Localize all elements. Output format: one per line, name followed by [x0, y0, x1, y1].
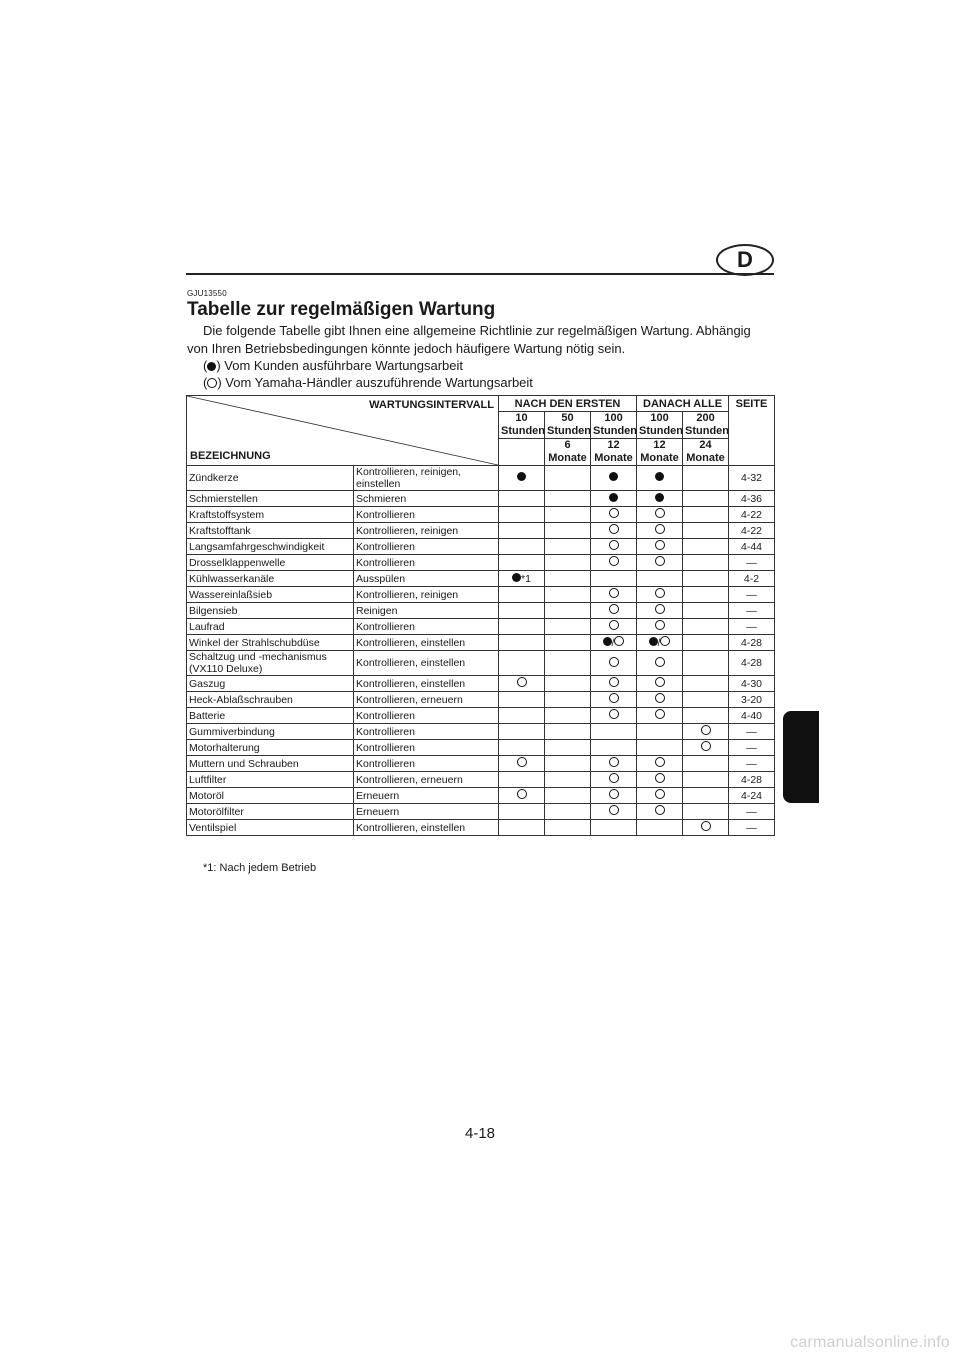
interval-mark — [637, 603, 683, 619]
interval-mark — [545, 756, 591, 772]
interval-mark — [591, 740, 637, 756]
item-action: Kontrollieren, reinigen — [354, 523, 499, 539]
chapter-tab — [783, 711, 819, 803]
interval-mark — [545, 788, 591, 804]
interval-mark — [683, 571, 729, 587]
interval-mark — [637, 772, 683, 788]
interval-mark — [637, 507, 683, 523]
interval-mark — [499, 539, 545, 555]
item-action: Kontrollieren — [354, 539, 499, 555]
item-page: — — [729, 587, 775, 603]
interval-mark — [499, 692, 545, 708]
open-ring-icon — [609, 540, 619, 550]
interval-mark — [637, 708, 683, 724]
interval-mark — [499, 820, 545, 836]
interval-mark — [499, 804, 545, 820]
item-name: Drosselklappenwelle — [187, 555, 354, 571]
interval-mark — [591, 756, 637, 772]
item-action: Ausspülen — [354, 571, 499, 587]
open-ring-icon — [614, 636, 624, 646]
table-row — [187, 635, 775, 651]
interval-mark — [591, 651, 637, 676]
item-name: Kraftstofftank — [187, 523, 354, 539]
open-ring-icon — [655, 677, 665, 687]
open-ring-icon — [609, 588, 619, 598]
intro-paragraph: Die folgende Tabelle gibt Ihnen eine allgemeine Richtlinie zur regelmäßigen Wartung. Abhängig von Ihren Betriebsbedingungen könnte jedoch häufigere Wartung nötig sein. — [187, 323, 751, 356]
months-unit: Monate — [594, 452, 633, 464]
open-ring-icon — [655, 556, 665, 566]
item-action: Kontrollieren, einstellen — [354, 651, 499, 676]
table-row — [187, 539, 775, 555]
hours-value: 100 — [604, 412, 623, 424]
interval-mark — [499, 635, 545, 651]
interval-mark — [683, 651, 729, 676]
hours-unit: Stunden — [685, 425, 730, 437]
interval-mark — [499, 587, 545, 603]
interval-mark — [545, 466, 591, 491]
item-name: Winkel der Strahlschubdüse — [187, 635, 354, 651]
interval-mark — [499, 651, 545, 676]
item-name: Schmierstellen — [187, 491, 354, 507]
months-unit: Monate — [686, 452, 725, 464]
group-then-header: DANACH ALLE — [637, 396, 729, 412]
interval-mark — [591, 692, 637, 708]
interval-mark — [637, 788, 683, 804]
table-row — [187, 692, 775, 708]
filled-dot-icon — [512, 573, 521, 582]
interval-mark — [545, 651, 591, 676]
interval-mark — [499, 523, 545, 539]
table-row — [187, 619, 775, 635]
interval-mark — [683, 692, 729, 708]
months-header-cell — [591, 439, 637, 466]
item-page: 3-20 — [729, 692, 775, 708]
interval-mark — [683, 676, 729, 692]
months-header-cell — [545, 439, 591, 466]
interval-mark — [545, 724, 591, 740]
open-ring-icon — [609, 657, 619, 667]
open-ring-icon — [655, 657, 665, 667]
open-ring-icon — [655, 588, 665, 598]
months-header-cell — [637, 439, 683, 466]
interval-mark — [591, 523, 637, 539]
hours-header-cell — [499, 412, 545, 439]
open-ring-icon — [655, 805, 665, 815]
group-first-header: NACH DEN ERSTEN — [499, 396, 637, 412]
interval-mark — [499, 676, 545, 692]
corner-item-label: BEZEICHNUNG — [190, 450, 271, 462]
interval-mark — [499, 740, 545, 756]
item-page: 4-44 — [729, 539, 775, 555]
filled-dot-icon — [649, 637, 658, 646]
item-action: Kontrollieren, erneuern — [354, 772, 499, 788]
filled-dot-icon — [517, 472, 526, 481]
open-ring-icon — [517, 789, 527, 799]
open-ring-icon — [609, 757, 619, 767]
interval-mark — [683, 635, 729, 651]
interval-mark — [683, 740, 729, 756]
table-row — [187, 724, 775, 740]
filled-dot-icon — [655, 493, 664, 502]
interval-mark — [591, 539, 637, 555]
interval-mark: / — [591, 635, 637, 651]
table-row — [187, 772, 775, 788]
interval-mark — [683, 756, 729, 772]
open-ring-icon — [655, 789, 665, 799]
item-name: Motorhalterung — [187, 740, 354, 756]
hours-value: 50 — [561, 412, 574, 424]
interval-mark — [637, 692, 683, 708]
open-ring-icon — [517, 677, 527, 687]
interval-mark — [499, 603, 545, 619]
months-unit: Monate — [640, 452, 679, 464]
item-action: Kontrollieren, einstellen — [354, 676, 499, 692]
filled-dot-icon — [655, 472, 664, 481]
page-title: Tabelle zur regelmäßigen Wartung — [187, 299, 496, 320]
hours-unit: Stunden — [501, 425, 545, 437]
corner-interval-label: WARTUNGSINTERVALL — [369, 399, 494, 411]
item-page: — — [729, 804, 775, 820]
filled-dot-icon — [603, 637, 612, 646]
interval-mark — [637, 491, 683, 507]
open-ring-icon — [655, 709, 665, 719]
language-badge: D — [716, 244, 774, 276]
open-ring-icon — [655, 757, 665, 767]
interval-mark — [637, 804, 683, 820]
interval-mark — [683, 820, 729, 836]
interval-mark — [545, 772, 591, 788]
months-unit: Monate — [548, 452, 587, 464]
interval-mark — [545, 523, 591, 539]
item-name: Kühlwasserkanäle — [187, 571, 354, 587]
table-row — [187, 603, 775, 619]
hours-unit: Stunden — [639, 425, 684, 437]
item-name: Batterie — [187, 708, 354, 724]
hours-header-cell — [591, 412, 637, 439]
open-ring-icon — [609, 773, 619, 783]
interval-mark — [683, 603, 729, 619]
item-page: 4-28 — [729, 772, 775, 788]
open-ring-icon — [207, 378, 217, 388]
interval-mark — [499, 466, 545, 491]
item-name: Gaszug — [187, 676, 354, 692]
interval-mark — [683, 788, 729, 804]
item-name: Wassereinlaßsieb — [187, 587, 354, 603]
open-ring-icon — [655, 540, 665, 550]
interval-mark — [545, 491, 591, 507]
item-action: Kontrollieren, einstellen — [354, 820, 499, 836]
interval-mark — [683, 555, 729, 571]
item-page: 4-28 — [729, 635, 775, 651]
interval-mark — [591, 676, 637, 692]
table-row — [187, 571, 775, 587]
open-ring-icon — [655, 773, 665, 783]
item-page: 4-24 — [729, 788, 775, 804]
interval-mark — [591, 724, 637, 740]
open-ring-icon — [655, 693, 665, 703]
open-ring-icon — [609, 556, 619, 566]
open-ring-icon — [609, 524, 619, 534]
item-action: Kontrollieren — [354, 555, 499, 571]
interval-mark — [683, 772, 729, 788]
interval-mark — [545, 571, 591, 587]
interval-mark — [499, 724, 545, 740]
open-ring-icon — [609, 789, 619, 799]
table-row — [187, 756, 775, 772]
open-ring-icon — [609, 508, 619, 518]
item-name: Luftfilter — [187, 772, 354, 788]
item-action: Schmieren — [354, 491, 499, 507]
hours-value: 100 — [650, 412, 669, 424]
page-number: 4-18 — [464, 1125, 496, 1142]
open-ring-icon — [609, 620, 619, 630]
interval-mark — [545, 740, 591, 756]
watermark: carmanualsonline.info — [790, 1334, 950, 1351]
footnote-ref: *1 — [521, 572, 531, 585]
interval-mark — [591, 587, 637, 603]
hours-unit: Stunden — [547, 425, 591, 437]
interval-mark — [683, 724, 729, 740]
hours-value: 10 — [515, 412, 528, 424]
interval-mark — [545, 708, 591, 724]
table-corner-header — [187, 396, 499, 466]
table-row — [187, 587, 775, 603]
table-row — [187, 507, 775, 523]
item-action: Kontrollieren — [354, 619, 499, 635]
interval-mark — [637, 820, 683, 836]
item-name: Heck-Ablaßschrauben — [187, 692, 354, 708]
interval-mark — [683, 708, 729, 724]
interval-mark — [591, 772, 637, 788]
open-ring-icon — [517, 757, 527, 767]
item-name: Bilgensieb — [187, 603, 354, 619]
table-row — [187, 651, 775, 676]
item-page: — — [729, 740, 775, 756]
open-ring-icon — [609, 709, 619, 719]
item-page: 4-28 — [729, 651, 775, 676]
item-action: Kontrollieren, reinigen — [354, 587, 499, 603]
item-action: Kontrollieren — [354, 708, 499, 724]
item-page: 4-22 — [729, 523, 775, 539]
interval-mark — [499, 788, 545, 804]
hours-header-cell — [637, 412, 683, 439]
hours-header-cell — [683, 412, 729, 439]
interval-mark — [499, 756, 545, 772]
table-row — [187, 740, 775, 756]
open-ring-icon — [609, 604, 619, 614]
item-page: 4-32 — [729, 466, 775, 491]
interval-mark: / — [637, 635, 683, 651]
item-page: 4-30 — [729, 676, 775, 692]
table-row — [187, 804, 775, 820]
interval-mark — [545, 804, 591, 820]
interval-mark — [591, 708, 637, 724]
table-row — [187, 523, 775, 539]
interval-mark — [545, 635, 591, 651]
interval-mark — [637, 539, 683, 555]
interval-mark — [591, 619, 637, 635]
item-name: Ventilspiel — [187, 820, 354, 836]
interval-mark — [499, 507, 545, 523]
item-name: Langsamfahrgeschwindigkeit — [187, 539, 354, 555]
interval-mark — [545, 603, 591, 619]
item-page: 4-2 — [729, 571, 775, 587]
interval-mark — [545, 539, 591, 555]
interval-mark — [591, 491, 637, 507]
filled-dot-icon — [609, 493, 618, 502]
item-name: Laufrad — [187, 619, 354, 635]
interval-mark — [545, 676, 591, 692]
item-name: Kraftstoffsystem — [187, 507, 354, 523]
group-page-header: SEITE — [729, 396, 775, 466]
hours-unit: Stunden — [593, 425, 637, 437]
interval-mark — [683, 587, 729, 603]
header-rule — [186, 273, 774, 275]
item-name: Muttern und Schrauben — [187, 756, 354, 772]
item-action: Kontrollieren — [354, 724, 499, 740]
table-row — [187, 676, 775, 692]
interval-mark — [637, 587, 683, 603]
footnote: *1: Nach jedem Betrieb — [203, 862, 317, 874]
months-header-cell — [683, 439, 729, 466]
interval-mark — [637, 740, 683, 756]
interval-mark — [499, 555, 545, 571]
interval-mark — [591, 555, 637, 571]
table-row — [187, 466, 775, 491]
open-ring-icon — [655, 620, 665, 630]
interval-mark — [637, 523, 683, 539]
item-action: Kontrollieren — [354, 507, 499, 523]
item-page: — — [729, 724, 775, 740]
interval-mark — [591, 507, 637, 523]
filled-dot-icon — [207, 362, 216, 371]
months-value: 24 — [699, 439, 712, 451]
open-ring-icon — [655, 604, 665, 614]
item-page: 4-22 — [729, 507, 775, 523]
interval-mark — [499, 772, 545, 788]
interval-mark — [545, 820, 591, 836]
months-value: 12 — [607, 439, 620, 451]
months-value: 6 — [564, 439, 571, 451]
interval-mark — [637, 571, 683, 587]
item-page: 4-36 — [729, 491, 775, 507]
item-page: — — [729, 555, 775, 571]
item-action: Kontrollieren, einstellen — [354, 635, 499, 651]
filled-dot-icon — [609, 472, 618, 481]
item-page: — — [729, 619, 775, 635]
months-value: 12 — [653, 439, 666, 451]
interval-mark — [637, 619, 683, 635]
months-header-cell — [499, 439, 545, 466]
interval-mark — [591, 804, 637, 820]
interval-mark — [591, 603, 637, 619]
open-ring-icon — [609, 677, 619, 687]
table-row — [187, 788, 775, 804]
interval-mark — [683, 619, 729, 635]
item-name: Zündkerze — [187, 466, 354, 491]
interval-mark — [683, 507, 729, 523]
item-action: Reinigen — [354, 603, 499, 619]
section-code: GJU13550 — [187, 289, 227, 298]
item-name: Gummiverbindung — [187, 724, 354, 740]
legend-dealer-text: Vom Yamaha-Händler auszuführende Wartungsarbeit — [225, 375, 533, 390]
open-ring-icon — [701, 741, 711, 751]
item-page: — — [729, 756, 775, 772]
open-ring-icon — [609, 693, 619, 703]
interval-mark — [545, 507, 591, 523]
table-row — [187, 491, 775, 507]
interval-mark — [499, 708, 545, 724]
interval-mark — [637, 651, 683, 676]
item-page: 4-40 — [729, 708, 775, 724]
open-ring-icon — [701, 725, 711, 735]
item-name: Motorölfilter — [187, 804, 354, 820]
interval-mark — [545, 555, 591, 571]
legend-dealer: ( ) Vom Yamaha-Händler auszuführende Wartungsarbeit — [203, 375, 533, 390]
item-action: Kontrollieren, reinigen, einstellen — [354, 466, 499, 491]
legend-customer: ( ) Vom Kunden ausführbare Wartungsarbeit — [203, 358, 464, 373]
open-ring-icon — [655, 524, 665, 534]
interval-mark — [545, 619, 591, 635]
interval-mark — [683, 491, 729, 507]
interval-mark — [591, 466, 637, 491]
open-ring-icon — [655, 508, 665, 518]
interval-mark — [591, 788, 637, 804]
interval-mark — [637, 676, 683, 692]
item-page: — — [729, 820, 775, 836]
item-name: Motoröl — [187, 788, 354, 804]
item-action: Erneuern — [354, 788, 499, 804]
item-page: — — [729, 603, 775, 619]
interval-mark — [683, 539, 729, 555]
item-name: Schaltzug und -mechanismus (VX110 Deluxe) — [187, 651, 354, 676]
item-action: Erneuern — [354, 804, 499, 820]
interval-mark — [637, 724, 683, 740]
interval-mark — [637, 555, 683, 571]
open-ring-icon — [660, 636, 670, 646]
hours-header-cell — [545, 412, 591, 439]
open-ring-icon — [609, 805, 619, 815]
interval-mark — [499, 491, 545, 507]
interval-mark — [683, 466, 729, 491]
interval-mark — [591, 820, 637, 836]
item-action: Kontrollieren, erneuern — [354, 692, 499, 708]
interval-mark — [637, 466, 683, 491]
table-row — [187, 708, 775, 724]
item-action: Kontrollieren — [354, 740, 499, 756]
interval-mark — [637, 756, 683, 772]
interval-mark — [683, 804, 729, 820]
interval-mark — [499, 571, 545, 587]
table-row — [187, 555, 775, 571]
maintenance-table — [186, 395, 775, 836]
interval-mark — [545, 692, 591, 708]
interval-mark — [545, 587, 591, 603]
interval-mark — [683, 523, 729, 539]
interval-mark — [591, 571, 637, 587]
item-action: Kontrollieren — [354, 756, 499, 772]
legend-customer-text: Vom Kunden ausführbare Wartungsarbeit — [224, 358, 464, 373]
table-row — [187, 820, 775, 836]
hours-value: 200 — [696, 412, 715, 424]
open-ring-icon — [701, 821, 711, 831]
interval-mark — [499, 619, 545, 635]
maintenance-rows — [187, 466, 775, 836]
